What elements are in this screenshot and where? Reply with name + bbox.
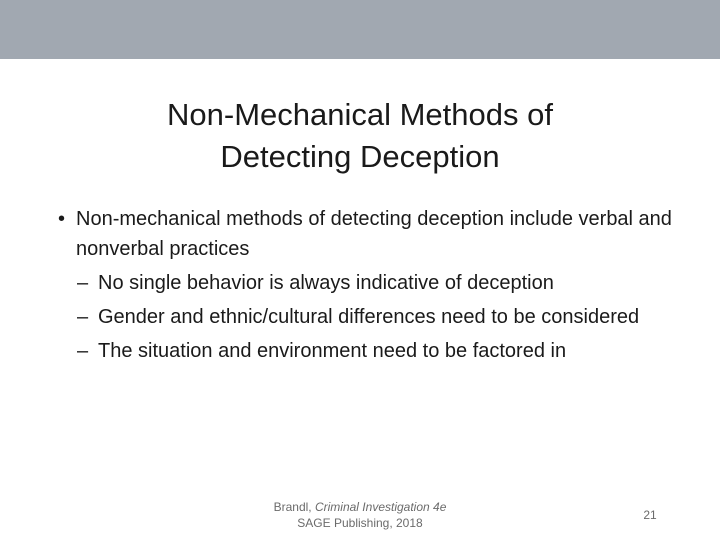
slide-title-line-1: Non-Mechanical Methods of: [167, 97, 553, 132]
sub-bullet-marker: –: [77, 340, 89, 362]
page-number: 21: [643, 508, 657, 522]
bullet-marker: •: [58, 208, 66, 230]
bullet-text: Non-mechanical methods of detecting deception include verbal and nonverbal practices: [76, 208, 672, 260]
slide-title-line-2: Detecting Deception: [220, 139, 500, 174]
sub-bullet-text: The situation and environment need to be factored in: [98, 340, 567, 362]
footer-book-title: Criminal Investigation 4e: [314, 500, 447, 514]
sub-bullet-text: Gender and ethnic/cultural differences need to be considered: [98, 306, 640, 328]
top-banner: [0, 0, 720, 59]
sub-bullet-item: [58, 302, 698, 332]
sub-bullet-marker: –: [77, 272, 89, 294]
footer-citation: [240, 499, 480, 531]
footer-publisher: SAGE Publishing, 2018: [297, 516, 423, 530]
footer-line-1: [240, 499, 480, 515]
bullet-item: [58, 204, 698, 264]
sub-bullet-marker: –: [77, 306, 89, 328]
bullet-list: [58, 204, 698, 366]
sub-bullet-text: No single behavior is always indicative of deception: [98, 272, 554, 294]
sub-bullet-item: [58, 268, 698, 298]
slide-title: [80, 94, 640, 178]
footer-author: Brandl,: [273, 500, 315, 514]
sub-bullet-item: [58, 336, 698, 366]
